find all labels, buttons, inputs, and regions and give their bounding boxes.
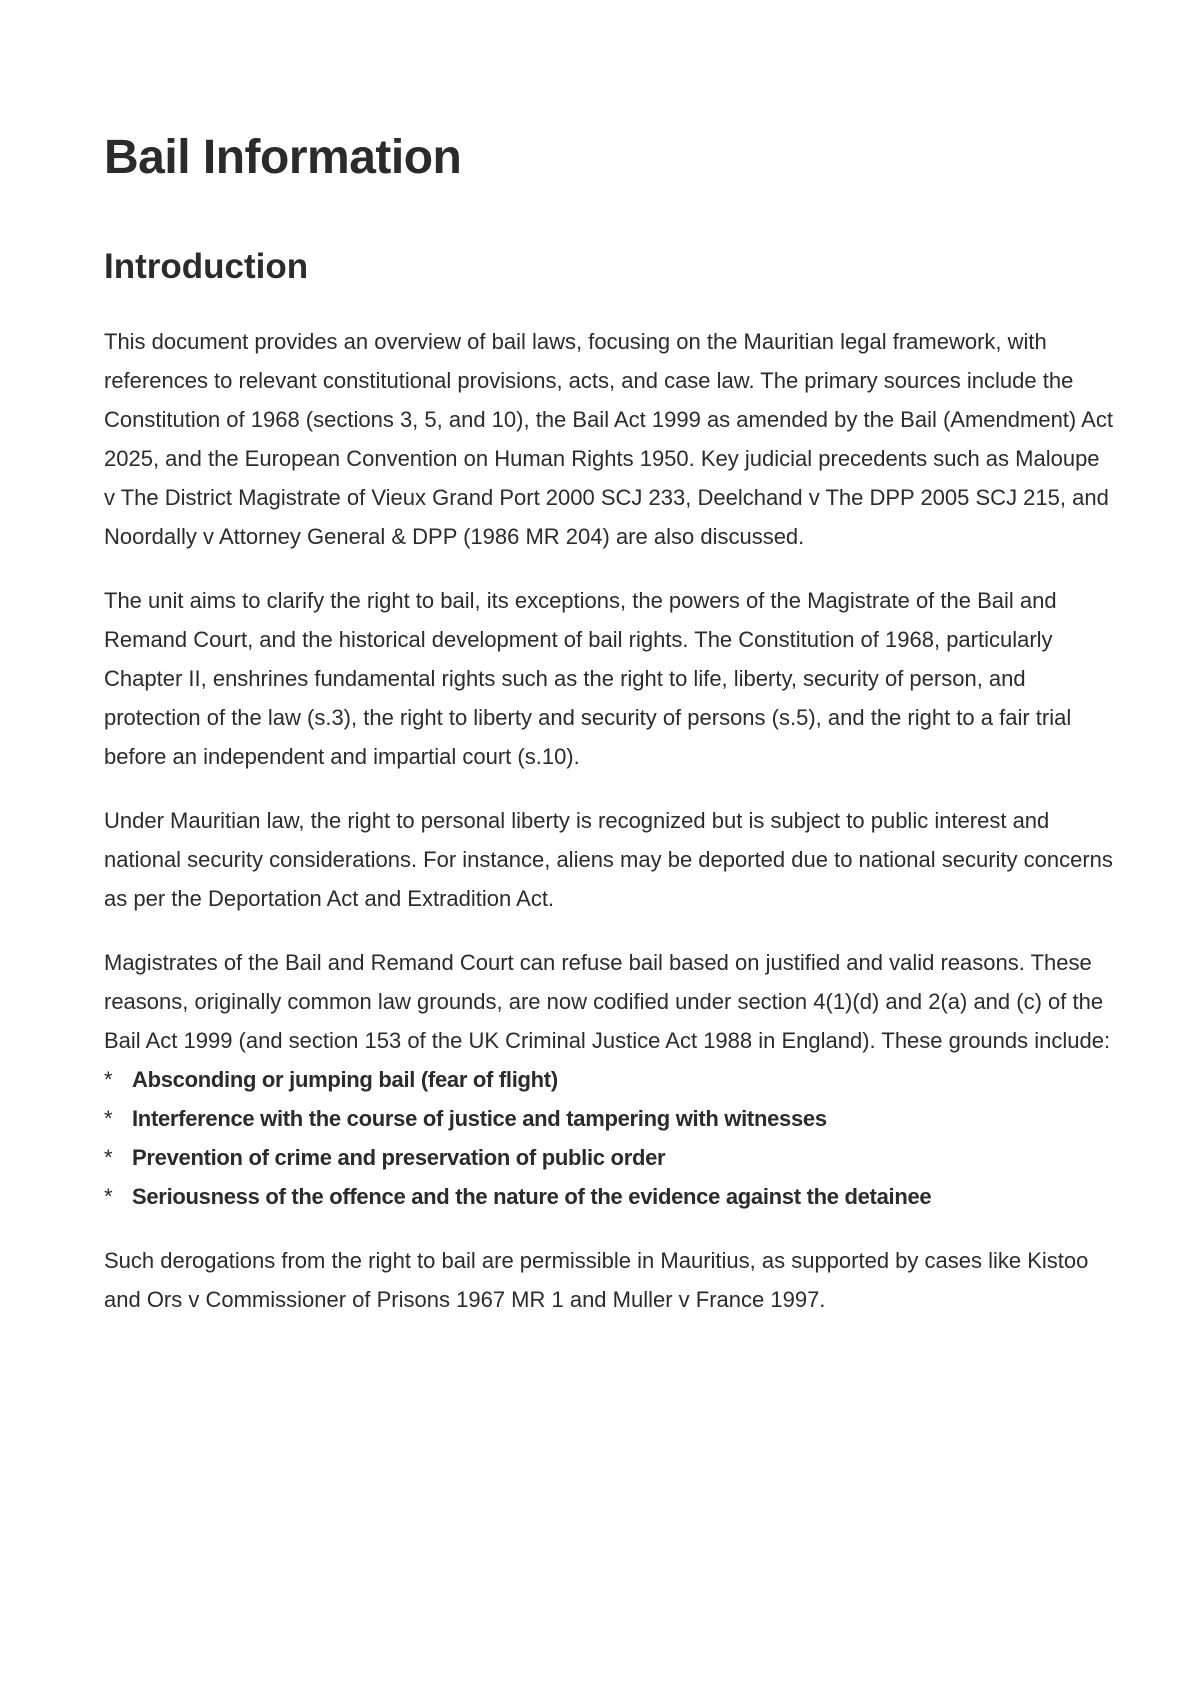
ground-absconding: Absconding or jumping bail (fear of flight) [132,1067,558,1092]
list-item [104,1060,1114,1099]
section-title-introduction: Introduction [104,247,309,286]
document-body [104,322,1114,1344]
list-item [104,1099,1114,1138]
list-item [104,1138,1114,1177]
bullet-marker: * [104,1106,113,1131]
bullet-marker: * [104,1067,113,1092]
ground-prevention-of-crime: Prevention of crime and preservation of public order [132,1145,666,1170]
document-title: Bail Information [104,131,462,184]
list-item [104,1177,1114,1216]
grounds-list [104,1060,1114,1216]
ground-seriousness-of-offence: Seriousness of the offence and the nature of the evidence against the detainee [132,1184,932,1209]
bullet-marker: * [104,1184,113,1209]
paragraph-derogations: Such derogations from the right to bail are permissible in Mauritius, as supported by cases like Kistoo and Ors v Commissioner of Prisons 1967 MR 1 and Muller v France 1997. [104,1248,1089,1312]
paragraph-refusal-grounds: Magistrates of the Bail and Remand Court can refuse bail based on justified and valid reasons. These reasons, originally common law grounds, are now codified under section 4(1)(d) and 2(a) and (c) of the Bail Act 1999 (and section 153 of the UK Criminal Justice Act 1988 in England). These grounds include: [104,950,1111,1053]
bullet-marker: * [104,1145,113,1170]
paragraph-overview: This document provides an overview of bail laws, focusing on the Mauritian legal framework, with references to relevant constitutional provisions, acts, and case law. The primary sources include the Constitution of 1968 (sections 3, 5, and 10), the Bail Act 1999 as amended by the Bail (Amendment) Act 2025, and the European Convention on Human Rights 1950. Key judicial precedents such as Maloupe v The District Magistrate of Vieux Grand Port 2000 SCJ 233, Deelchand v The DPP 2005 SCJ 215, and Noordally v Attorney General & DPP (1986 MR 204) are also discussed. [104,329,1113,549]
paragraph-unit-aims: The unit aims to clarify the right to bail, its exceptions, the powers of the Magistrate of the Bail and Remand Court, and the historical development of bail rights. The Constitution of 1968, particularly Chapter II, enshrines fundamental rights such as the right to life, liberty, security of person, and protection of the law (s.3), the right to liberty and security of persons (s.5), and the right to a fair trial before an independent and impartial court (s.10). [104,588,1072,769]
paragraph-personal-liberty: Under Mauritian law, the right to personal liberty is recognized but is subject to public interest and national security considerations. For instance, aliens may be deported due to national security concerns as per the Deportation Act and Extradition Act. [104,808,1113,911]
ground-interference: Interference with the course of justice and tampering with witnesses [132,1106,827,1131]
